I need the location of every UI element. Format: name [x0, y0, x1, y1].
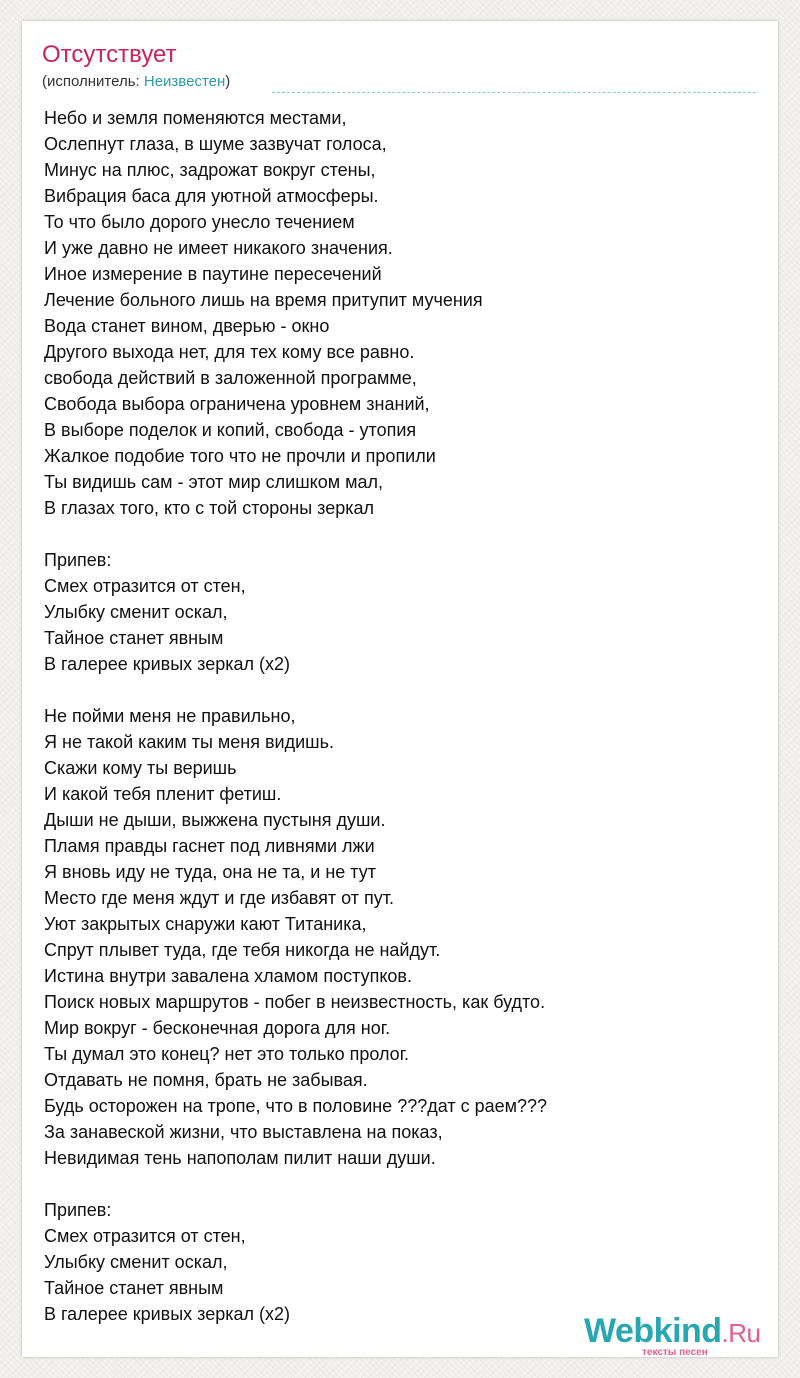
lyrics-line: В галерее кривых зеркал (x2) — [44, 654, 291, 674]
lyrics-line: За занавеской жизни, что выставлена на показ, — [44, 1122, 443, 1142]
lyrics-line: Не пойми меня не правильно, — [44, 706, 296, 726]
lyrics-line: Невидимая тень напополам пилит наши души. — [44, 1148, 436, 1168]
lyrics-line: Жалкое подобие того что не прочли и пропили — [44, 446, 436, 466]
lyrics-line: Улыбку сменит оскал, — [44, 602, 228, 622]
lyrics-line: То что было дорого унесло течением — [44, 212, 355, 232]
artist-link[interactable]: Неизвестен — [143, 73, 226, 90]
lyrics-line: Ослепнут глаза, в шуме зазвучат голоса, — [44, 134, 387, 154]
lyrics-line: Ты видишь сам - этот мир слишком мал, — [44, 472, 384, 492]
brand-name-text: Webkind — [584, 1312, 722, 1350]
lyrics-line: Ты думал это конец? нет это только пролог. — [44, 1044, 410, 1064]
lyrics-line: Минус на плюс, задрожат вокруг стены, — [44, 160, 376, 180]
lyrics-line: Небо и земля поменяются местами, — [44, 108, 347, 128]
lyrics-line: Скажи кому ты веришь — [44, 758, 237, 778]
artist-prefix: (исполнитель: — [42, 73, 144, 90]
lyrics-line: Поиск новых маршрутов - побег в неизвестность, как будто. — [44, 992, 546, 1012]
lyrics-line: Свобода выбора ограничена уровнем знаний, — [44, 394, 430, 414]
lyrics-line: Лечение больного лишь на время притупит мучения — [44, 290, 483, 310]
artist-line — [42, 73, 230, 91]
lyrics-line: Дыши не дыши, выжжена пустыня души. — [44, 810, 386, 830]
lyrics-line: В глазах того, кто с той стороны зеркал — [44, 498, 375, 518]
lyrics-blank-line — [44, 1171, 744, 1197]
lyrics-line: Смех отразится от стен, — [44, 576, 246, 596]
webkind-logo[interactable] — [584, 1312, 774, 1358]
lyrics-line: Другого выхода нет, для тех кому все равно. — [44, 342, 415, 362]
lyrics-line: Отдавать не помня, брать не забывая. — [44, 1070, 368, 1090]
brand-tagline: тексты песен — [642, 1347, 708, 1358]
lyrics-line: Пламя правды гаснет под ливнями лжи — [44, 836, 375, 856]
brand-name — [584, 1312, 761, 1352]
lyrics-line: Уют закрытых снаружи кают Титаника, — [44, 914, 367, 934]
lyrics-text — [44, 105, 744, 1327]
lyrics-line: Истина внутри завалена хламом поступков. — [44, 966, 412, 986]
lyrics-line: Мир вокруг - бесконечная дорога для ног. — [44, 1018, 391, 1038]
lyrics-line: Тайное станет явным — [44, 1278, 224, 1298]
lyrics-line: Тайное станет явным — [44, 628, 224, 648]
brand-tld: .Ru — [721, 1318, 761, 1348]
header-divider — [272, 92, 756, 93]
lyrics-line: Я вновь иду не туда, она не та, и не тут — [44, 862, 376, 882]
lyrics-line: свобода действий в заложенной программе, — [44, 368, 417, 388]
lyrics-line: Улыбку сменит оскал, — [44, 1252, 228, 1272]
lyrics-line: Иное измерение в паутине пересечений — [44, 264, 382, 284]
lyrics-line: И какой тебя пленит фетиш. — [44, 784, 282, 804]
lyrics-line: Будь осторожен на тропе, что в половине ???дат с раем??? — [44, 1096, 548, 1116]
lyrics-card — [22, 21, 778, 1357]
lyrics-blank-line — [44, 677, 744, 703]
lyrics-line: Припев: — [44, 550, 112, 570]
lyrics-line: Припев: — [44, 1200, 112, 1220]
lyrics-line: Вода станет вином, дверью - окно — [44, 316, 330, 336]
lyrics-line: Я не такой каким ты меня видишь. — [44, 732, 334, 752]
lyrics-line: Спрут плывет туда, где тебя никогда не найдут. — [44, 940, 441, 960]
lyrics-blank-line — [44, 521, 744, 547]
lyrics-line: В выборе поделок и копий, свобода - утопия — [44, 420, 417, 440]
lyrics-line: И уже давно не имеет никакого значения. — [44, 238, 393, 258]
song-title: Отсутствует — [42, 41, 177, 68]
lyrics-line: Смех отразится от стен, — [44, 1226, 246, 1246]
lyrics-line: В галерее кривых зеркал (x2) — [44, 1304, 291, 1324]
lyrics-line: Вибрация баса для уютной атмосферы. — [44, 186, 379, 206]
artist-suffix: ) — [225, 73, 231, 90]
lyrics-line: Место где меня ждут и где избавят от пут. — [44, 888, 394, 908]
